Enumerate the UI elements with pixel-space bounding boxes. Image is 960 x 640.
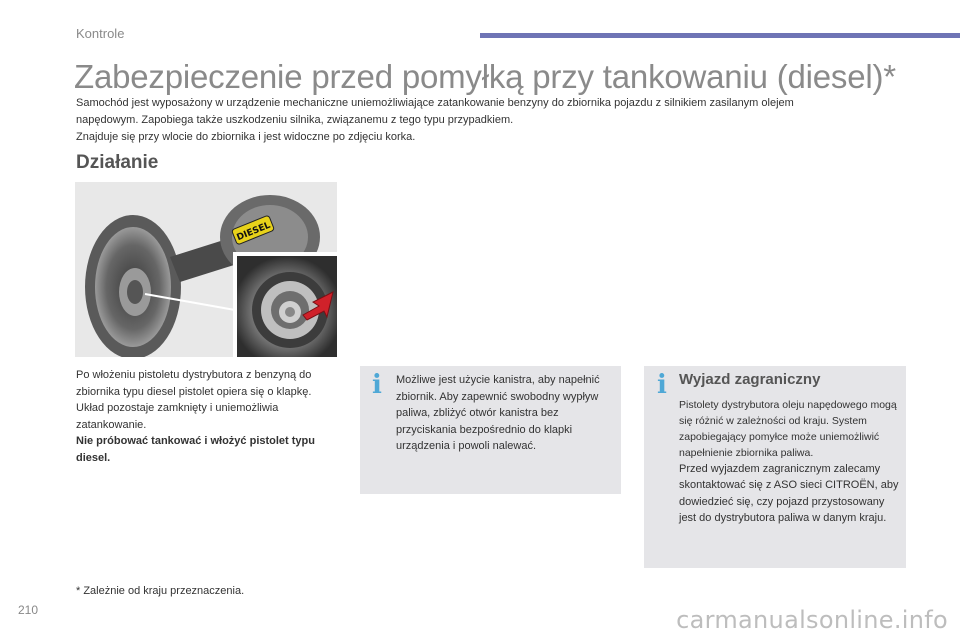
header-accent-bar [480,33,960,38]
page-number: 210 [18,603,39,617]
info-box-abroad [644,366,906,568]
info-abroad-paragraph-2: Przed wyjazdem zagranicznym zalecamy skontaktować się z ASO sieci CITROËN, aby dowiedzieć się, czy pojazd przystosowany jest do dystrybutora paliwa w danym kraju. [679,462,899,524]
info-abroad-paragraph-1: Pistolety dystrybutora oleju napędowego mogą się różnić w zależności od kraju. System zapobiegający pomyłce może uniemożliwić napełnienie zbiornika paliwa. [679,398,897,459]
info-abroad-title: Wyjazd zagraniczny [679,371,821,388]
footnote: * Zależnie od kraju przeznaczenia. [76,585,245,597]
intro-text [76,95,836,146]
warning-text: Nie próbować tankować i włożyć pistolet typu diesel. [76,435,315,464]
fuel-filler-photo [75,182,337,357]
info-icon: i [657,370,667,400]
body-paragraph: Po włożeniu pistoletu dystrybutora z benzyną do zbiornika typu diesel pistolet opiera się o klapkę. Układ pozostaje zamknięty i uniemożliwia zatankowanie. [76,369,312,431]
section-heading: Działanie [76,152,159,173]
body-text [76,367,336,466]
info-icon: i [372,370,382,400]
intro-paragraph-1: Samochód jest wyposażony w urządzenie mechaniczne uniemożliwiające zatankowanie benzyny do zbiornika pojazdu z silnikiem zasilanym olejem napędowym. Zapobiega także uszkodzeniu silnika, związanemu z tego typu przypadkiem. [76,97,794,126]
intro-paragraph-2: Znajduje się przy wlocie do zbiornika i jest widoczne po zdjęciu korka. [76,131,416,143]
info-box-canister [360,366,621,494]
info-canister-text: Możliwe jest użycie kanistra, aby napełnić zbiornik. Aby zapewnić swobodny wypływ paliwa, zbliżyć otwór kanistra bez przyciskania bezpośrednio do klapki urządzenia i powoli nalewać. [396,374,600,452]
diesel-label: DIESEL [235,220,273,244]
watermark: carmanualsonline.info [676,606,948,634]
page-title: Zabezpieczenie przed pomyłką przy tankowaniu (diesel)* [74,58,896,95]
section-label: Kontrole [76,26,125,41]
